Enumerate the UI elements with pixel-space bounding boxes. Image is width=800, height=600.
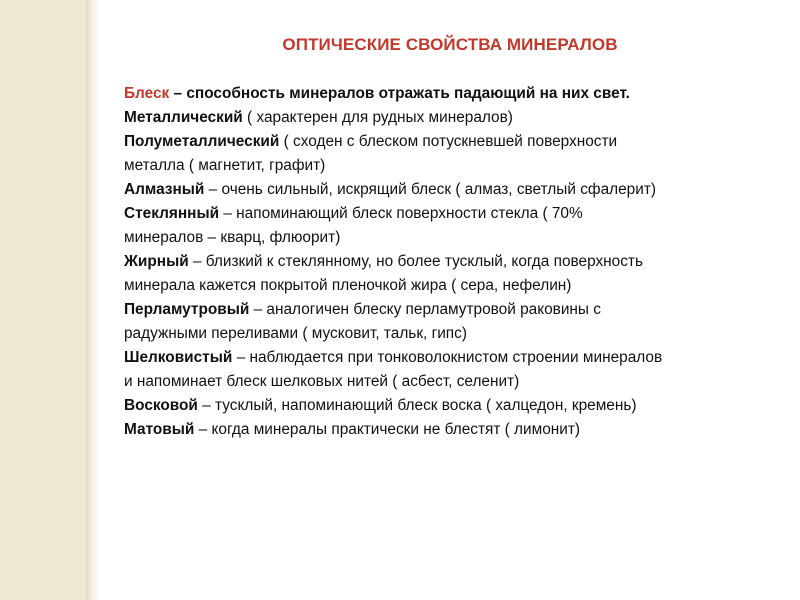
item-text: ( характерен для рудных минералов): [242, 109, 513, 126]
item-text: – очень сильный, искрящий блеск ( алмаз, светлый сфалерит): [204, 181, 657, 198]
item-term: Полуметаллический: [124, 133, 280, 150]
luster-definition-text: – способность минералов отражать падающий на них свет.: [169, 85, 630, 102]
item-term: Металлический: [124, 109, 243, 126]
item-text: минерала кажется покрытой пленочкой жира ( сера, нефелин): [124, 277, 572, 294]
item-term: Жирный: [124, 253, 189, 270]
list-item-adamantine: [124, 178, 784, 202]
decorative-side-edge: [86, 0, 100, 600]
list-item-pearly-cont: [124, 322, 784, 346]
list-item-silky-cont: [124, 370, 784, 394]
slide-title: ОПТИЧЕСКИЕ СВОЙСТВА МИНЕРАЛОВ: [282, 35, 618, 54]
list-item-waxy: [124, 394, 784, 418]
item-text: – когда минералы практически не блестят ( лимонит): [194, 421, 581, 438]
list-item-greasy-cont: [124, 274, 784, 298]
item-term: Алмазный: [124, 181, 205, 198]
item-text: – аналогичен блеску перламутровой раковины с: [249, 301, 601, 318]
item-text: – напоминающий блеск поверхности стекла ( 70%: [219, 205, 583, 222]
item-term: Восковой: [124, 397, 198, 414]
item-term: Стеклянный: [124, 205, 220, 222]
list-item-dull: [124, 418, 784, 442]
list-item-greasy: [124, 250, 784, 274]
luster-term: Блеск: [124, 85, 170, 102]
item-text: ( сходен с блеском потускневшей поверхности: [279, 133, 618, 150]
list-item-pearly: [124, 298, 784, 322]
slide-content: [124, 82, 784, 442]
list-item-metallic: [124, 106, 784, 130]
item-text: и напоминает блеск шелковых нитей ( асбест, селенит): [124, 373, 520, 390]
item-text: металла ( магнетит, графит): [124, 157, 326, 174]
list-item-vitreous-cont: [124, 226, 784, 250]
item-text: радужными переливами ( мусковит, тальк, гипс): [124, 325, 467, 342]
list-item-semimetallic: [124, 130, 784, 154]
item-term: Матовый: [124, 421, 195, 438]
item-term: Шелковистый: [124, 349, 233, 366]
item-text: – тусклый, напоминающий блеск воска ( халцедон, кремень): [197, 397, 637, 414]
list-item-vitreous: [124, 202, 784, 226]
decorative-side-band: [0, 0, 86, 600]
item-text: – наблюдается при тонковолокнистом строении минералов: [232, 349, 663, 366]
item-text: – близкий к стеклянному, но более тусклый, когда поверхность: [188, 253, 643, 270]
list-item-silky: [124, 346, 784, 370]
luster-definition: [124, 82, 784, 106]
list-item-semimetallic-cont: [124, 154, 784, 178]
item-text: минералов – кварц, флюорит): [124, 229, 341, 246]
item-term: Перламутровый: [124, 301, 250, 318]
